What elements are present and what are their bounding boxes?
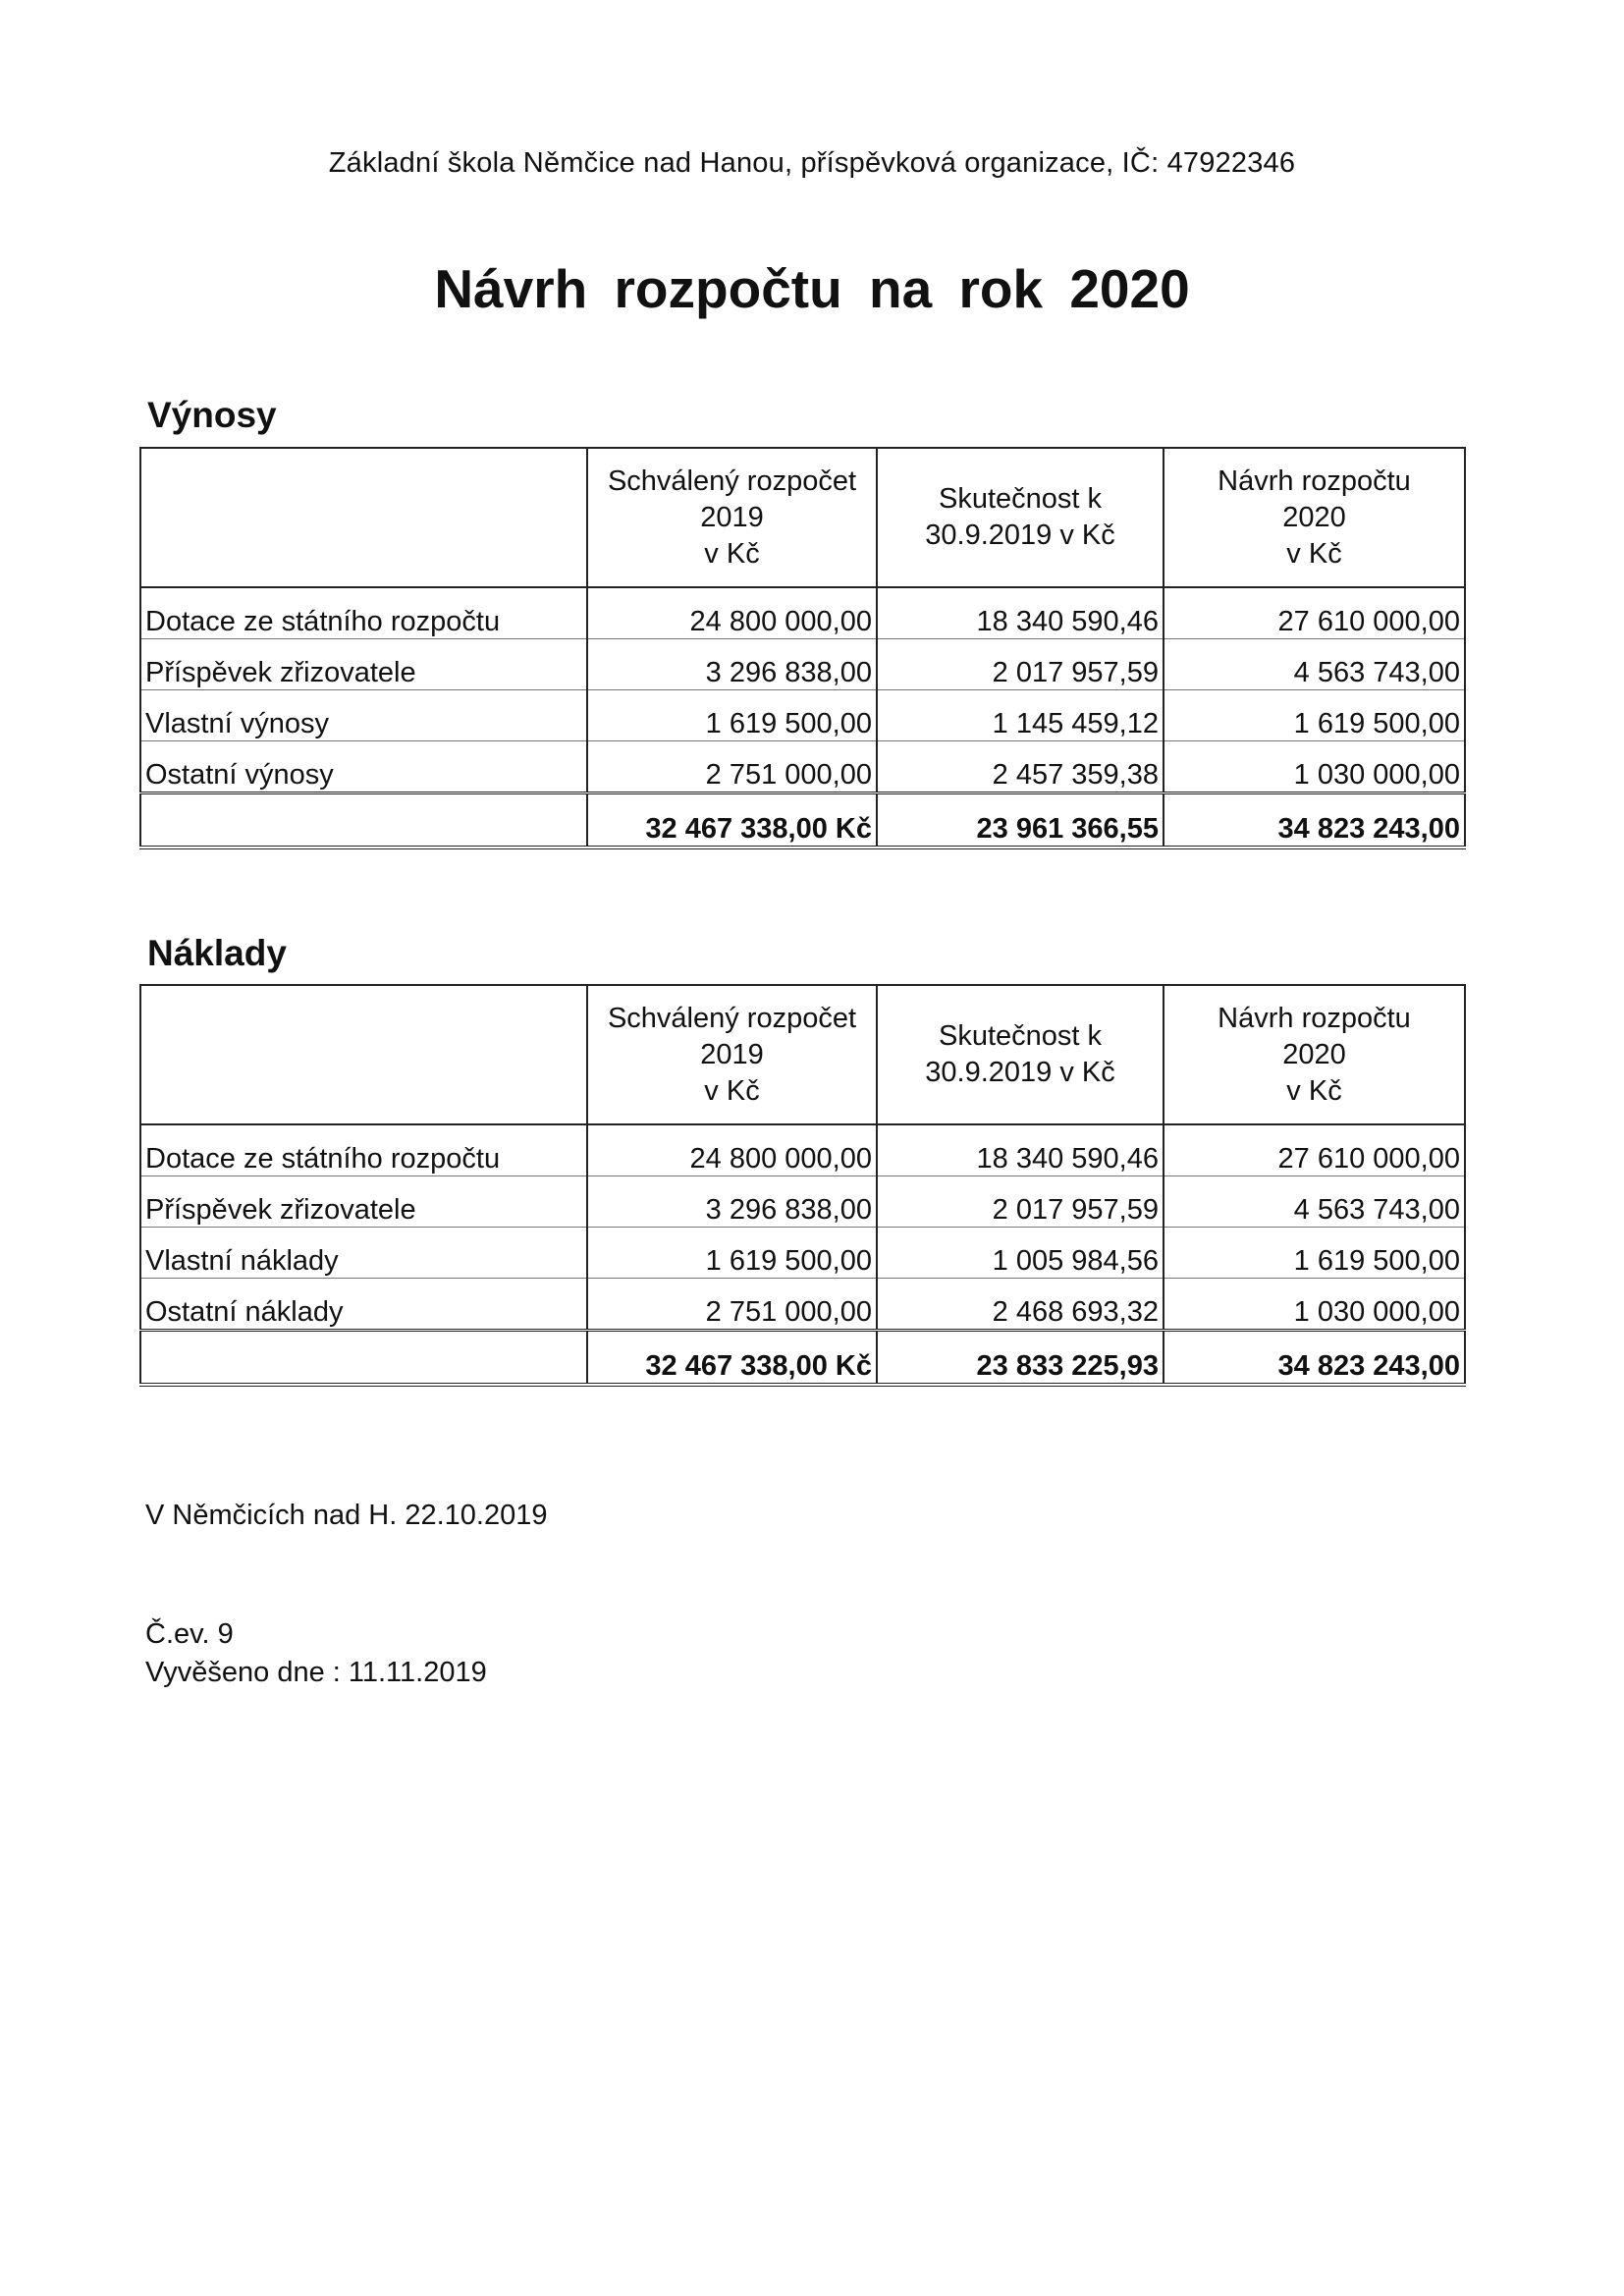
table-row (140, 1124, 1465, 1176)
record-number: Č.ev. 9 (145, 1618, 234, 1650)
row-label: Ostatní výnosy (140, 741, 587, 793)
total-label-cell (140, 793, 587, 848)
row-label: Příspěvek zřizovatele (140, 639, 587, 690)
cell-actual-2019: 2 457 359,38 (877, 741, 1164, 793)
row-label: Ostatní náklady (140, 1279, 587, 1331)
cell-approved-2019: 24 800 000,00 (587, 1124, 877, 1176)
cell-actual-2019: 2 017 957,59 (877, 1176, 1164, 1228)
cell-actual-2019: 2 468 693,32 (877, 1279, 1164, 1331)
document-title: Návrh rozpočtu na rok 2020 (434, 258, 1190, 319)
total-proposed-2020: 34 823 243,00 (1164, 793, 1465, 848)
header-line: Skutečnost k (938, 483, 1103, 515)
header-empty-cell (140, 985, 587, 1124)
header-approved-budget-2019 (587, 448, 877, 587)
table-row (140, 1279, 1465, 1331)
cell-proposed-2020: 1 619 500,00 (1164, 1228, 1465, 1279)
cell-approved-2019: 24 800 000,00 (587, 587, 877, 639)
cell-approved-2019: 3 296 838,00 (587, 639, 877, 690)
header-approved-budget-2019 (587, 985, 877, 1124)
cell-proposed-2020: 1 030 000,00 (1164, 741, 1465, 793)
cell-proposed-2020: 1 030 000,00 (1164, 1279, 1465, 1331)
table-row (140, 690, 1465, 741)
table-header-row (140, 448, 1465, 587)
cell-proposed-2020: 4 563 743,00 (1164, 1176, 1465, 1228)
header-line: 2019 (700, 501, 764, 533)
place-and-date: V Němčicích nad H. 22.10.2019 (145, 1500, 548, 1531)
header-line: v Kč (704, 537, 760, 570)
cell-actual-2019: 18 340 590,46 (877, 587, 1164, 639)
total-label-cell (140, 1331, 587, 1386)
header-empty-cell (140, 448, 587, 587)
row-label: Vlastní výnosy (140, 690, 587, 741)
header-proposed-budget-2020 (1164, 448, 1465, 587)
total-approved-2019: 32 467 338,00 Kč (587, 1331, 877, 1386)
total-actual-2019: 23 833 225,93 (877, 1331, 1164, 1386)
section-title-vynosy: Výnosy (147, 395, 277, 435)
header-line: Návrh rozpočtu (1218, 1002, 1411, 1034)
table-row (140, 741, 1465, 793)
header-line: 2020 (1282, 501, 1346, 533)
cell-proposed-2020: 27 610 000,00 (1164, 587, 1465, 639)
total-proposed-2020: 34 823 243,00 (1164, 1331, 1465, 1386)
header-line: Schválený rozpočet (607, 465, 857, 497)
row-label: Dotace ze státního rozpočtu (140, 587, 587, 639)
total-actual-2019: 23 961 366,55 (877, 793, 1164, 848)
header-line: Návrh rozpočtu (1218, 465, 1411, 497)
header-line: 2019 (700, 1038, 764, 1070)
organization-header: Základní škola Němčice nad Hanou, příspěvková organizace, IČ: 47922346 (328, 147, 1296, 179)
table-row (140, 1176, 1465, 1228)
table-row (140, 587, 1465, 639)
row-label: Dotace ze státního rozpočtu (140, 1124, 587, 1176)
header-line: v Kč (704, 1074, 760, 1107)
row-label: Příspěvek zřizovatele (140, 1176, 587, 1228)
header-line: 2020 (1282, 1038, 1346, 1070)
table-vynosy (139, 447, 1466, 849)
header-line: 30.9.2019 v Kč (925, 1057, 1115, 1088)
table-row (140, 639, 1465, 690)
cell-actual-2019: 1 005 984,56 (877, 1228, 1164, 1279)
header-line: v Kč (1286, 1074, 1342, 1107)
cell-approved-2019: 1 619 500,00 (587, 1228, 877, 1279)
cell-approved-2019: 3 296 838,00 (587, 1176, 877, 1228)
cell-actual-2019: 18 340 590,46 (877, 1124, 1164, 1176)
header-line: Skutečnost k (938, 1020, 1103, 1052)
header-line: 30.9.2019 v Kč (925, 519, 1115, 551)
total-approved-2019: 32 467 338,00 Kč (587, 793, 877, 848)
table-total-row (140, 793, 1465, 848)
header-line: v Kč (1286, 537, 1342, 570)
table-naklady (139, 984, 1466, 1387)
cell-approved-2019: 2 751 000,00 (587, 741, 877, 793)
section-title-naklady: Náklady (147, 933, 287, 973)
cell-proposed-2020: 4 563 743,00 (1164, 639, 1465, 690)
header-actual-30-9-2019 (877, 985, 1164, 1124)
table-row (140, 1228, 1465, 1279)
cell-approved-2019: 1 619 500,00 (587, 690, 877, 741)
posted-date: Vyvěšeno dne : 11.11.2019 (145, 1657, 487, 1688)
row-label: Vlastní náklady (140, 1228, 587, 1279)
cell-actual-2019: 1 145 459,12 (877, 690, 1164, 741)
cell-proposed-2020: 1 619 500,00 (1164, 690, 1465, 741)
cell-actual-2019: 2 017 957,59 (877, 639, 1164, 690)
header-line: Schválený rozpočet (607, 1002, 857, 1034)
header-proposed-budget-2020 (1164, 985, 1465, 1124)
cell-proposed-2020: 27 610 000,00 (1164, 1124, 1465, 1176)
header-actual-30-9-2019 (877, 448, 1164, 587)
cell-approved-2019: 2 751 000,00 (587, 1279, 877, 1331)
table-header-row (140, 985, 1465, 1124)
table-total-row (140, 1331, 1465, 1386)
